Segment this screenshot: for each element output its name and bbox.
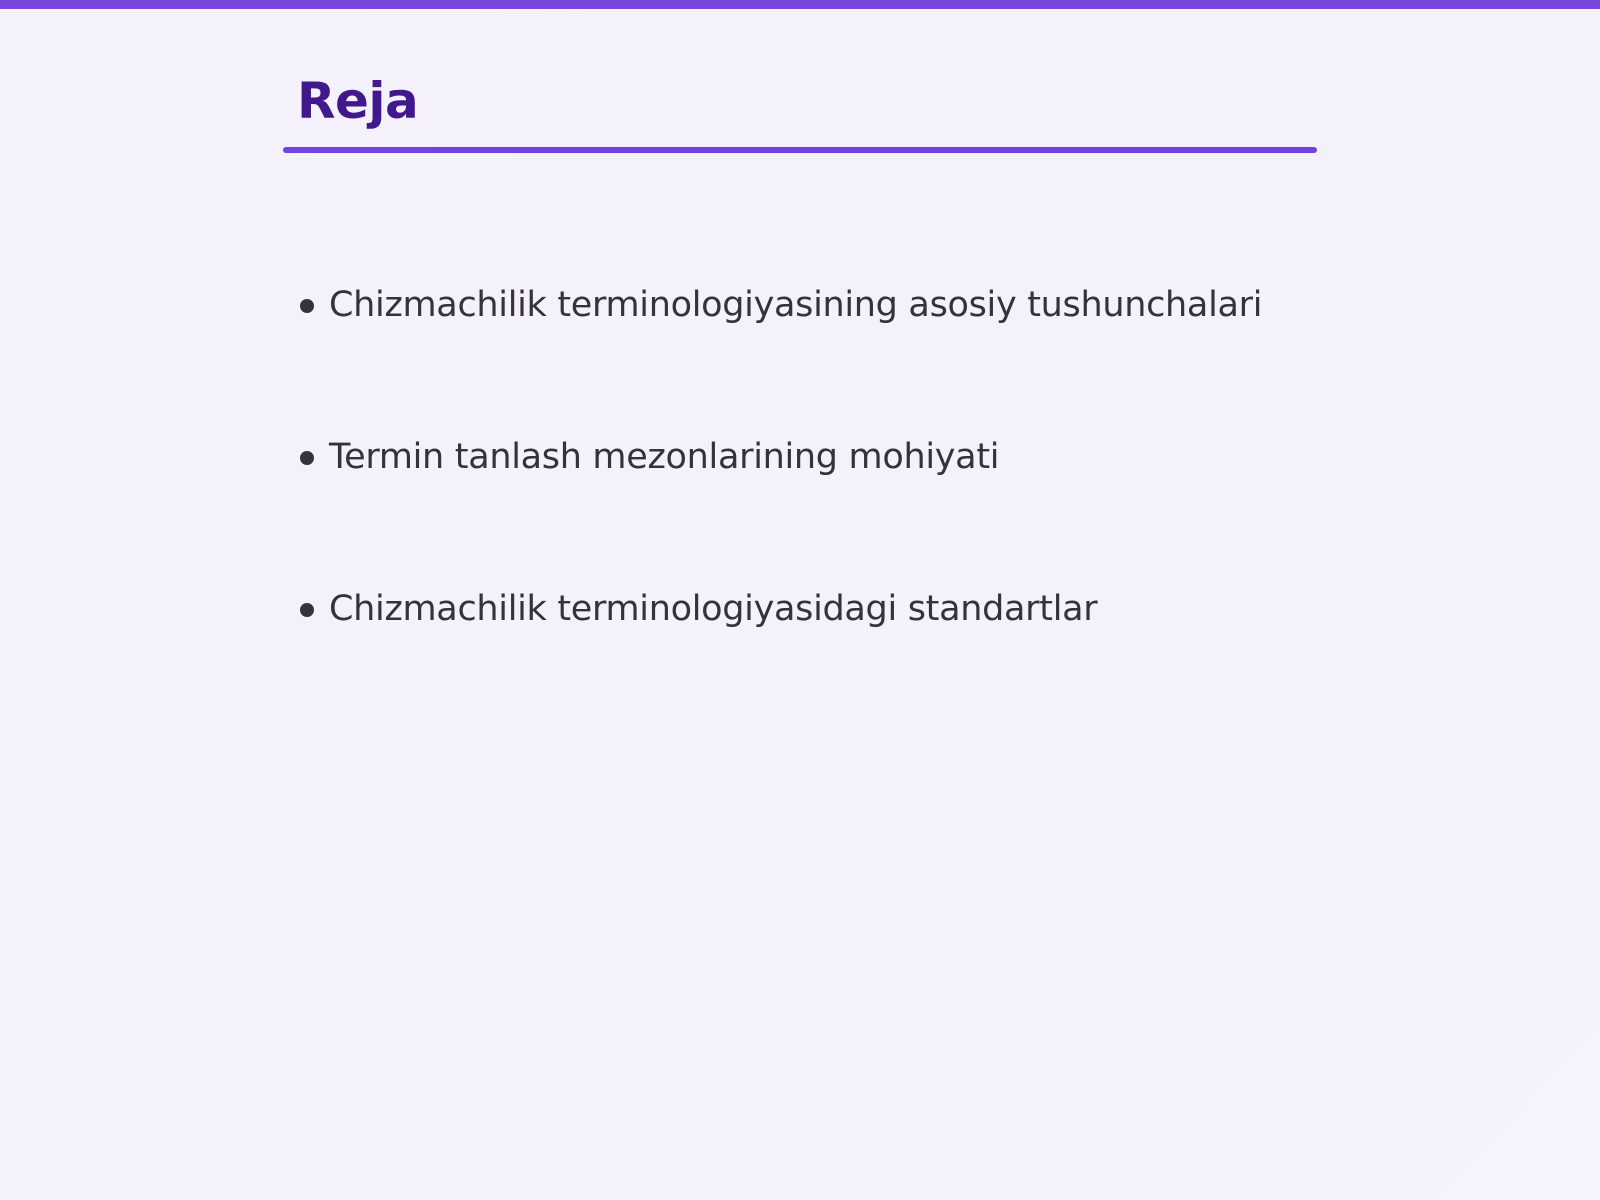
bullet-icon: [300, 451, 314, 465]
agenda-item: [300, 580, 1262, 732]
agenda-item: [300, 276, 1262, 428]
title-underline: [283, 147, 1317, 153]
slide-title: Reja: [297, 72, 419, 130]
agenda-item-text: Chizmachilik terminologiyasidagi standartlar: [329, 589, 1098, 629]
agenda-item: [300, 428, 1262, 580]
agenda-item-text: Chizmachilik terminologiyasining asosiy tushunchalari: [329, 285, 1263, 325]
agenda-list: [300, 276, 1262, 732]
bullet-icon: [300, 299, 314, 313]
bullet-icon: [300, 603, 314, 617]
agenda-item-text: Termin tanlash mezonlarining mohiyati: [329, 437, 1000, 477]
